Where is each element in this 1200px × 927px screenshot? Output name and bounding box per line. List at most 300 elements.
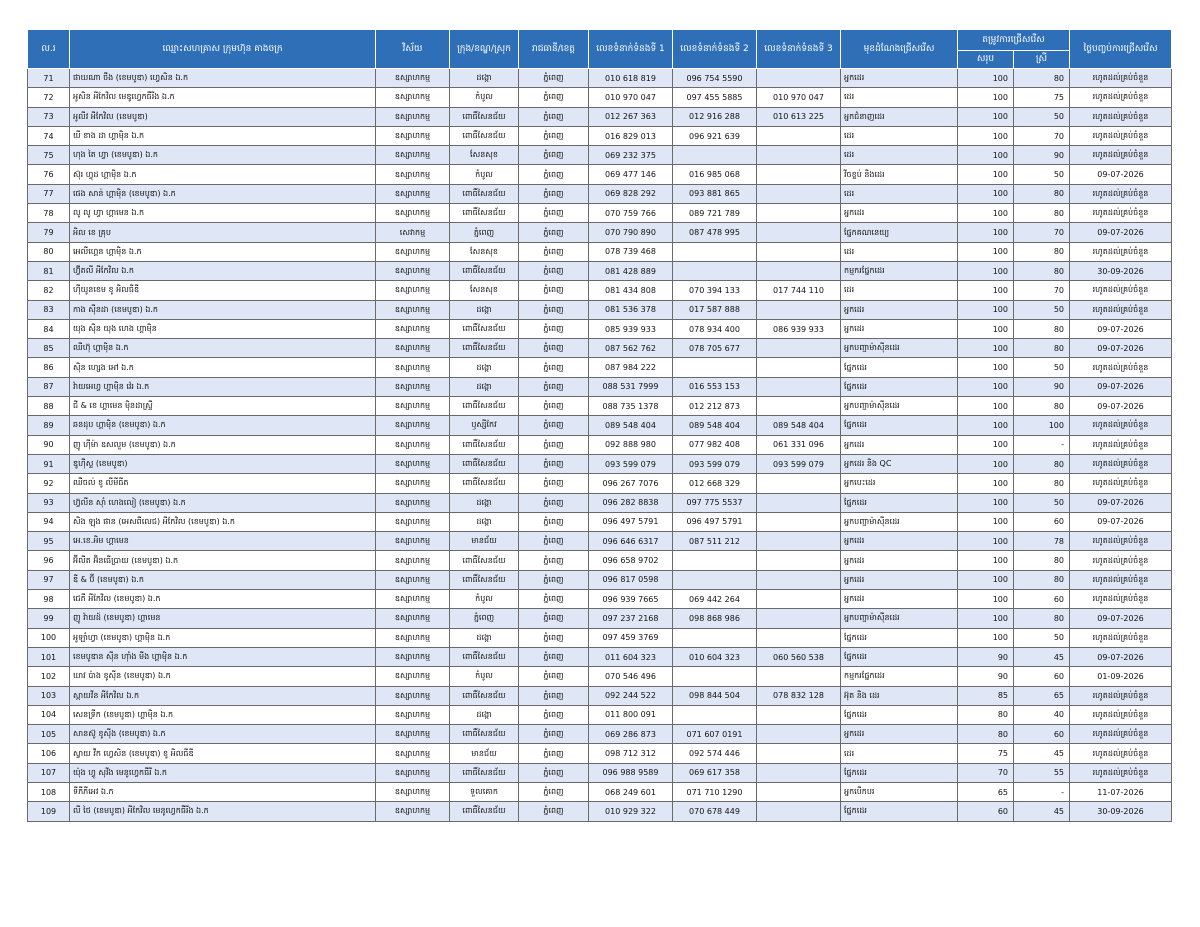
row-no-cell: 72 xyxy=(28,88,70,107)
province-cell: ភ្នំពេញ xyxy=(519,512,589,531)
province-cell: ភ្នំពេញ xyxy=(519,416,589,435)
position-cell: កម្មករផ្នែកដេរ xyxy=(841,667,958,686)
sector-cell: ឧស្សាហកម្ម xyxy=(376,397,450,416)
province-cell: ភ្នំពេញ xyxy=(519,802,589,821)
total-count-cell: 65 xyxy=(958,782,1014,801)
position-cell: ផ្នែកដេរ xyxy=(841,416,958,435)
phone1-cell: 012 267 363 xyxy=(589,107,673,126)
province-cell: ភ្នំពេញ xyxy=(519,705,589,724)
female-count-cell: 45 xyxy=(1014,744,1070,763)
position-cell: ដេរ xyxy=(841,281,958,300)
company-name-cell: ជី & ខេ ហ្គាមេន ម៉ិនដាស្ទ្រី xyxy=(70,397,376,416)
district-cell: មានជ័យ xyxy=(450,744,519,763)
district-cell: ដង្កោ xyxy=(450,512,519,531)
table-row xyxy=(28,107,1172,126)
table-row xyxy=(28,744,1172,763)
female-count-cell: 50 xyxy=(1014,165,1070,184)
table-row xyxy=(28,69,1172,88)
sector-cell: ឧស្សាហកម្ម xyxy=(376,647,450,666)
province-cell: ភ្នំពេញ xyxy=(519,281,589,300)
deadline-cell: រហូតដល់គ្រប់ចំនួន xyxy=(1070,454,1172,473)
total-count-cell: 100 xyxy=(958,339,1014,358)
row-no-cell: 74 xyxy=(28,126,70,145)
phone2-cell: 016 553 153 xyxy=(673,377,757,396)
header-phone1: លេខទំនាក់ទំនងទី 1 xyxy=(589,30,673,69)
phone2-cell: 092 574 446 xyxy=(673,744,757,763)
province-cell: ភ្នំពេញ xyxy=(519,744,589,763)
phone1-cell: 016 829 013 xyxy=(589,126,673,145)
row-no-cell: 90 xyxy=(28,435,70,454)
province-cell: ភ្នំពេញ xyxy=(519,223,589,242)
phone1-cell: 096 497 5791 xyxy=(589,512,673,531)
district-cell: ពោធិ៍សែនជ័យ xyxy=(450,107,519,126)
company-name-cell: អេ.ខេ.អិម ហ្គាមេន xyxy=(70,532,376,551)
company-name-cell: ឈឺចល់ ខូ លីមីធីត xyxy=(70,474,376,493)
district-cell: ដង្កោ xyxy=(450,377,519,396)
female-count-cell: 55 xyxy=(1014,763,1070,782)
phone2-cell: 098 844 504 xyxy=(673,686,757,705)
company-name-cell: ស៊ុរ ហ្វុដ ហ្គាម៉ិន ឯ.ក xyxy=(70,165,376,184)
table-row xyxy=(28,242,1172,261)
table-row xyxy=(28,705,1172,724)
sector-cell: ឧស្សាហកម្ម xyxy=(376,686,450,705)
company-name-cell: អិល ខេ គ្រុប xyxy=(70,223,376,242)
phone1-cell: 087 562 762 xyxy=(589,339,673,358)
total-count-cell: 90 xyxy=(958,667,1014,686)
phone1-cell: 068 249 601 xyxy=(589,782,673,801)
phone3-cell xyxy=(757,551,841,570)
table-row xyxy=(28,454,1172,473)
total-count-cell: 100 xyxy=(958,300,1014,319)
female-count-cell: 70 xyxy=(1014,281,1070,300)
total-count-cell: 80 xyxy=(958,705,1014,724)
female-count-cell: 80 xyxy=(1014,397,1070,416)
female-count-cell: 70 xyxy=(1014,126,1070,145)
row-no-cell: 108 xyxy=(28,782,70,801)
sector-cell: ឧស្សាហកម្ម xyxy=(376,126,450,145)
phone1-cell: 088 531 7999 xyxy=(589,377,673,396)
phone2-cell: 078 705 677 xyxy=(673,339,757,358)
table-row xyxy=(28,377,1172,396)
phone2-cell xyxy=(673,146,757,165)
district-cell: ពោធិ៍សែនជ័យ xyxy=(450,686,519,705)
sector-cell: ឧស្សាហកម្ម xyxy=(376,454,450,473)
sector-cell: ឧស្សាហកម្ម xyxy=(376,281,450,300)
position-cell: អ្នកដេរ xyxy=(841,532,958,551)
district-cell: មានជ័យ xyxy=(450,532,519,551)
deadline-cell: រហូតដល់គ្រប់ចំនួន xyxy=(1070,146,1172,165)
total-count-cell: 100 xyxy=(958,223,1014,242)
deadline-cell: រហូតដល់គ្រប់ចំនួន xyxy=(1070,126,1172,145)
header-phone2: លេខទំនាក់ទំនងទី 2 xyxy=(673,30,757,69)
table-row xyxy=(28,165,1172,184)
deadline-cell: 09-07-2026 xyxy=(1070,377,1172,396)
deadline-cell: 09-07-2026 xyxy=(1070,339,1172,358)
phone1-cell: 010 618 819 xyxy=(589,69,673,88)
table-row xyxy=(28,204,1172,223)
table-row xyxy=(28,532,1172,551)
phone3-cell: 089 548 404 xyxy=(757,416,841,435)
sector-cell: ឧស្សាហកម្ម xyxy=(376,377,450,396)
province-cell: ភ្នំពេញ xyxy=(519,397,589,416)
deadline-cell: រហូតដល់គ្រប់ចំនួន xyxy=(1070,281,1172,300)
row-no-cell: 98 xyxy=(28,590,70,609)
sector-cell: ឧស្សាហកម្ម xyxy=(376,628,450,647)
phone2-cell: 098 868 986 xyxy=(673,609,757,628)
phone2-cell: 089 548 404 xyxy=(673,416,757,435)
phone2-cell xyxy=(673,261,757,280)
position-cell: អ្នកបើកបរ xyxy=(841,782,958,801)
row-no-cell: 102 xyxy=(28,667,70,686)
sector-cell: ឧស្សាហកម្ម xyxy=(376,69,450,88)
company-name-cell: ហ៊្វីតលី អីកែវិល ឯ.ក xyxy=(70,261,376,280)
position-cell: ផ្នែកដេរ xyxy=(841,763,958,782)
company-name-cell: ឆនដុប ហ្គាម៉ិន (ខេមបូឌា) ឯ.ក xyxy=(70,416,376,435)
position-cell: អ្នកបេះដេរ xyxy=(841,474,958,493)
female-count-cell: 80 xyxy=(1014,570,1070,589)
phone2-cell: 087 511 212 xyxy=(673,532,757,551)
phone1-cell: 010 929 322 xyxy=(589,802,673,821)
row-no-cell: 104 xyxy=(28,705,70,724)
deadline-cell: រហូតដល់គ្រប់ចំនួន xyxy=(1070,435,1172,454)
sector-cell: ឧស្សាហកម្ម xyxy=(376,609,450,628)
phone2-cell xyxy=(673,705,757,724)
phone1-cell: 092 244 522 xyxy=(589,686,673,705)
company-name-cell: សេនទ្រីក (ខេមបូឌា) ហ្គាម៉ិន ឯ.ក xyxy=(70,705,376,724)
phone3-cell xyxy=(757,570,841,589)
table-header xyxy=(28,30,1172,69)
company-name-cell: ហ៊ីយូនខេម ខូ អិលធីឌី xyxy=(70,281,376,300)
recruitment-table xyxy=(27,29,1172,822)
phone1-cell: 096 817 0598 xyxy=(589,570,673,589)
position-cell: អ្នកដេរ xyxy=(841,551,958,570)
district-cell: ពោធិ៍សែនជ័យ xyxy=(450,339,519,358)
province-cell: ភ្នំពេញ xyxy=(519,204,589,223)
total-count-cell: 100 xyxy=(958,319,1014,338)
phone2-cell: 012 668 329 xyxy=(673,474,757,493)
total-count-cell: 100 xyxy=(958,570,1014,589)
phone3-cell xyxy=(757,223,841,242)
position-cell: អ្នកជំនាញដេរ xyxy=(841,107,958,126)
table-body xyxy=(28,69,1172,822)
position-cell: អ្នកបញ្ជាម៉ាស៊ីនដេរ xyxy=(841,512,958,531)
phone2-cell: 071 710 1290 xyxy=(673,782,757,801)
phone3-cell xyxy=(757,261,841,280)
female-count-cell: 90 xyxy=(1014,377,1070,396)
district-cell: ទួលគោក xyxy=(450,782,519,801)
province-cell: ភ្នំពេញ xyxy=(519,261,589,280)
province-cell: ភ្នំពេញ xyxy=(519,339,589,358)
province-cell: ភ្នំពេញ xyxy=(519,146,589,165)
phone1-cell: 069 232 375 xyxy=(589,146,673,165)
sector-cell: ឧស្សាហកម្ម xyxy=(376,242,450,261)
position-cell: អ្នកដេរ និង QC xyxy=(841,454,958,473)
table-row xyxy=(28,435,1172,454)
table-row xyxy=(28,686,1172,705)
district-cell: កំបូល xyxy=(450,88,519,107)
deadline-cell: រហូតដល់គ្រប់ចំនួន xyxy=(1070,69,1172,88)
phone3-cell: 061 331 096 xyxy=(757,435,841,454)
phone3-cell: 093 599 079 xyxy=(757,454,841,473)
phone1-cell: 096 939 7665 xyxy=(589,590,673,609)
female-count-cell: 50 xyxy=(1014,358,1070,377)
phone3-cell: 010 613 225 xyxy=(757,107,841,126)
province-cell: ភ្នំពេញ xyxy=(519,377,589,396)
sector-cell: ឧស្សាហកម្ម xyxy=(376,416,450,435)
table-row xyxy=(28,184,1172,203)
position-cell: អ្នកដេរ xyxy=(841,319,958,338)
district-cell: ឫស្សីកែវ xyxy=(450,416,519,435)
female-count-cell: 60 xyxy=(1014,590,1070,609)
table-row xyxy=(28,281,1172,300)
phone2-cell: 071 607 0191 xyxy=(673,725,757,744)
company-name-cell: យី ខាង ដា ហ្គាម៉ិន ឯ.ក xyxy=(70,126,376,145)
total-count-cell: 100 xyxy=(958,184,1014,203)
district-cell: ដង្កោ xyxy=(450,493,519,512)
table-row xyxy=(28,551,1172,570)
sector-cell: ឧស្សាហកម្ម xyxy=(376,667,450,686)
row-no-cell: 85 xyxy=(28,339,70,358)
sector-cell: ឧស្សាហកម្ម xyxy=(376,107,450,126)
deadline-cell: រហូតដល់គ្រប់ចំនួន xyxy=(1070,725,1172,744)
company-name-cell: អូលីវ អីកែវិល (ខេមបូឌា) xyxy=(70,107,376,126)
phone1-cell: 087 984 222 xyxy=(589,358,673,377)
total-count-cell: 100 xyxy=(958,628,1014,647)
deadline-cell: រហូតដល់គ្រប់ចំនួន xyxy=(1070,628,1172,647)
row-no-cell: 81 xyxy=(28,261,70,280)
female-count-cell: 80 xyxy=(1014,242,1070,261)
district-cell: ភ្នំពេញ xyxy=(450,609,519,628)
phone1-cell: 070 759 766 xyxy=(589,204,673,223)
sector-cell: ឧស្សាហកម្ម xyxy=(376,590,450,609)
row-no-cell: 78 xyxy=(28,204,70,223)
phone3-cell xyxy=(757,377,841,396)
sector-cell: ឧស្សាហកម្ម xyxy=(376,88,450,107)
total-count-cell: 100 xyxy=(958,551,1014,570)
position-cell: កម្មករផ្នែកដេរ xyxy=(841,261,958,280)
province-cell: ភ្នំពេញ xyxy=(519,454,589,473)
deadline-cell: 30-09-2026 xyxy=(1070,802,1172,821)
phone2-cell: 096 497 5791 xyxy=(673,512,757,531)
total-count-cell: 70 xyxy=(958,763,1014,782)
position-cell: អ្នកបញ្ជាម៉ាស៊ីនដេរ xyxy=(841,609,958,628)
total-count-cell: 100 xyxy=(958,69,1014,88)
sector-cell: ឧស្សាហកម្ម xyxy=(376,802,450,821)
phone2-cell: 089 721 789 xyxy=(673,204,757,223)
deadline-cell: រហូតដល់គ្រប់ចំនួន xyxy=(1070,88,1172,107)
sector-cell: សេវាកម្ម xyxy=(376,223,450,242)
total-count-cell: 100 xyxy=(958,126,1014,145)
table-row xyxy=(28,339,1172,358)
female-count-cell: 80 xyxy=(1014,474,1070,493)
company-name-cell: ខេមបូឌាន ស៊ីន ហ៊ាំង មីង ហ្គាម៉ិន ឯ.ក xyxy=(70,647,376,666)
company-name-cell: ស្វាយ វឹក ហ្វេសិន (ខេមបូឌា) ខូ អិលធីឌី xyxy=(70,744,376,763)
total-count-cell: 100 xyxy=(958,416,1014,435)
district-cell: ដង្កោ xyxy=(450,300,519,319)
phone1-cell: 070 790 890 xyxy=(589,223,673,242)
position-cell: ដេរ xyxy=(841,242,958,261)
total-count-cell: 100 xyxy=(958,493,1014,512)
phone1-cell: 011 604 323 xyxy=(589,647,673,666)
phone3-cell xyxy=(757,493,841,512)
deadline-cell: រហូតដល់គ្រប់ចំនួន xyxy=(1070,551,1172,570)
row-no-cell: 86 xyxy=(28,358,70,377)
company-name-cell: អូឡាំហ្វា (ខេមបូឌា) ហ្គាម៉ិន ឯ.ក xyxy=(70,628,376,647)
district-cell: ដង្កោ xyxy=(450,69,519,88)
district-cell: ដង្កោ xyxy=(450,358,519,377)
position-cell: អ្នកដេរ xyxy=(841,590,958,609)
female-count-cell: 45 xyxy=(1014,647,1070,666)
row-no-cell: 93 xyxy=(28,493,70,512)
phone3-cell xyxy=(757,204,841,223)
company-name-cell: អេលីហ្គេន ហ្គាម៉ិន ឯ.ក xyxy=(70,242,376,261)
deadline-cell: រហូតដល់គ្រប់ចំនួន xyxy=(1070,184,1172,203)
total-count-cell: 75 xyxy=(958,744,1014,763)
company-name-cell: ទីភីភីអេវ ឯ.ក xyxy=(70,782,376,801)
province-cell: ភ្នំពេញ xyxy=(519,628,589,647)
header-sector: វិស័យ xyxy=(376,30,450,69)
company-name-cell: ឃាវ ប៉ាង ខូស៊ីន (ខេមបូឌា) ឯ.ក xyxy=(70,667,376,686)
phone1-cell: 093 599 079 xyxy=(589,454,673,473)
province-cell: ភ្នំពេញ xyxy=(519,763,589,782)
row-no-cell: 106 xyxy=(28,744,70,763)
female-count-cell: 100 xyxy=(1014,416,1070,435)
company-name-cell: អូសិន អីកែវិល មេឌូហ្វេកធឺរីង ឯ.ក xyxy=(70,88,376,107)
district-cell: ភ្នំពេញ xyxy=(450,223,519,242)
sector-cell: ឧស្សាហកម្ម xyxy=(376,435,450,454)
district-cell: ពោធិ៍សែនជ័យ xyxy=(450,435,519,454)
female-count-cell: 60 xyxy=(1014,725,1070,744)
position-cell: ផ្នែកដេរ xyxy=(841,705,958,724)
phone3-cell xyxy=(757,763,841,782)
province-cell: ភ្នំពេញ xyxy=(519,435,589,454)
row-no-cell: 92 xyxy=(28,474,70,493)
phone3-cell xyxy=(757,165,841,184)
district-cell: ពោធិ៍សែនជ័យ xyxy=(450,763,519,782)
total-count-cell: 100 xyxy=(958,261,1014,280)
company-name-cell: ហុង តៃ ហ្វា (ខេមបូឌា) ឯ.ក xyxy=(70,146,376,165)
phone3-cell xyxy=(757,69,841,88)
total-count-cell: 100 xyxy=(958,474,1014,493)
phone1-cell: 096 267 7076 xyxy=(589,474,673,493)
company-name-cell: យុង ស៊ិន យុង ហេង ហ្គាម៉ិន xyxy=(70,319,376,338)
deadline-cell: រហូតដល់គ្រប់ចំនួន xyxy=(1070,532,1172,551)
row-no-cell: 97 xyxy=(28,570,70,589)
phone1-cell: 092 888 980 xyxy=(589,435,673,454)
district-cell: ដង្កោ xyxy=(450,705,519,724)
phone1-cell: 010 970 047 xyxy=(589,88,673,107)
total-count-cell: 100 xyxy=(958,590,1014,609)
table-row xyxy=(28,628,1172,647)
female-count-cell: 80 xyxy=(1014,261,1070,280)
company-name-cell: ឌី & ប៊ី (ខេមបូឌា) ឯ.ក xyxy=(70,570,376,589)
position-cell: អ្នកដេរ xyxy=(841,725,958,744)
company-name-cell: សានស៊ូ ខូស៊ីង (ខេមបូឌា) ឯ.ក xyxy=(70,725,376,744)
total-count-cell: 100 xyxy=(958,397,1014,416)
district-cell: សែនសុខ xyxy=(450,281,519,300)
female-count-cell: 80 xyxy=(1014,609,1070,628)
deadline-cell: រហូតដល់គ្រប់ចំនួន xyxy=(1070,570,1172,589)
sector-cell: ឧស្សាហកម្ម xyxy=(376,570,450,589)
female-count-cell: - xyxy=(1014,782,1070,801)
header-district: ក្រុង/ខណ្ឌ/ស្រុក xyxy=(450,30,519,69)
female-count-cell: 70 xyxy=(1014,223,1070,242)
company-name-cell: កាង ស៊ីនដា (ខេមបូឌា) ឯ.ក xyxy=(70,300,376,319)
province-cell: ភ្នំពេញ xyxy=(519,532,589,551)
position-cell: អ៊ុត និង ដេរ xyxy=(841,686,958,705)
phone1-cell: 085 939 933 xyxy=(589,319,673,338)
position-cell: អ្នកដេរ xyxy=(841,204,958,223)
province-cell: ភ្នំពេញ xyxy=(519,686,589,705)
phone3-cell xyxy=(757,474,841,493)
row-no-cell: 91 xyxy=(28,454,70,473)
total-count-cell: 100 xyxy=(958,88,1014,107)
deadline-cell: 09-07-2026 xyxy=(1070,609,1172,628)
total-count-cell: 100 xyxy=(958,454,1014,473)
phone3-cell: 010 970 047 xyxy=(757,88,841,107)
sector-cell: ឧស្សាហកម្ម xyxy=(376,763,450,782)
district-cell: ពោធិ៍សែនជ័យ xyxy=(450,319,519,338)
deadline-cell: រហូតដល់គ្រប់ចំនួន xyxy=(1070,705,1172,724)
province-cell: ភ្នំពេញ xyxy=(519,358,589,377)
phone3-cell xyxy=(757,802,841,821)
phone2-cell xyxy=(673,551,757,570)
sector-cell: ឧស្សាហកម្ម xyxy=(376,474,450,493)
female-count-cell: 75 xyxy=(1014,88,1070,107)
sector-cell: ឧស្សាហកម្ម xyxy=(376,705,450,724)
row-no-cell: 99 xyxy=(28,609,70,628)
table-row xyxy=(28,725,1172,744)
phone1-cell: 081 536 378 xyxy=(589,300,673,319)
total-count-cell: 100 xyxy=(958,609,1014,628)
district-cell: សែនសុខ xyxy=(450,242,519,261)
row-no-cell: 95 xyxy=(28,532,70,551)
phone3-cell: 086 939 933 xyxy=(757,319,841,338)
table-row xyxy=(28,416,1172,435)
position-cell: ដេរ xyxy=(841,184,958,203)
position-cell: ផ្នែកដេរ xyxy=(841,628,958,647)
header-total: សរុប xyxy=(958,51,1014,69)
table-row xyxy=(28,474,1172,493)
phone2-cell xyxy=(673,358,757,377)
female-count-cell: 80 xyxy=(1014,454,1070,473)
total-count-cell: 100 xyxy=(958,281,1014,300)
phone3-cell xyxy=(757,126,841,145)
province-cell: ភ្នំពេញ xyxy=(519,242,589,261)
total-count-cell: 100 xyxy=(958,107,1014,126)
district-cell: ពោធិ៍សែនជ័យ xyxy=(450,126,519,145)
province-cell: ភ្នំពេញ xyxy=(519,107,589,126)
deadline-cell: រហូតដល់គ្រប់ចំនួន xyxy=(1070,358,1172,377)
total-count-cell: 60 xyxy=(958,802,1014,821)
row-no-cell: 75 xyxy=(28,146,70,165)
deadline-cell: 09-07-2026 xyxy=(1070,223,1172,242)
phone1-cell: 070 546 496 xyxy=(589,667,673,686)
total-count-cell: 100 xyxy=(958,242,1014,261)
position-cell: ផ្នែកគណនេយ្យ xyxy=(841,223,958,242)
phone2-cell: 069 442 264 xyxy=(673,590,757,609)
phone3-cell xyxy=(757,725,841,744)
table-row xyxy=(28,647,1172,666)
district-cell: សែនសុខ xyxy=(450,146,519,165)
district-cell: ពោធិ៍សែនជ័យ xyxy=(450,184,519,203)
female-count-cell: 50 xyxy=(1014,107,1070,126)
province-cell: ភ្នំពេញ xyxy=(519,647,589,666)
deadline-cell: រហូតដល់គ្រប់ចំនួន xyxy=(1070,416,1172,435)
position-cell: ដេរ xyxy=(841,126,958,145)
deadline-cell: 09-07-2026 xyxy=(1070,165,1172,184)
phone1-cell: 096 646 6317 xyxy=(589,532,673,551)
